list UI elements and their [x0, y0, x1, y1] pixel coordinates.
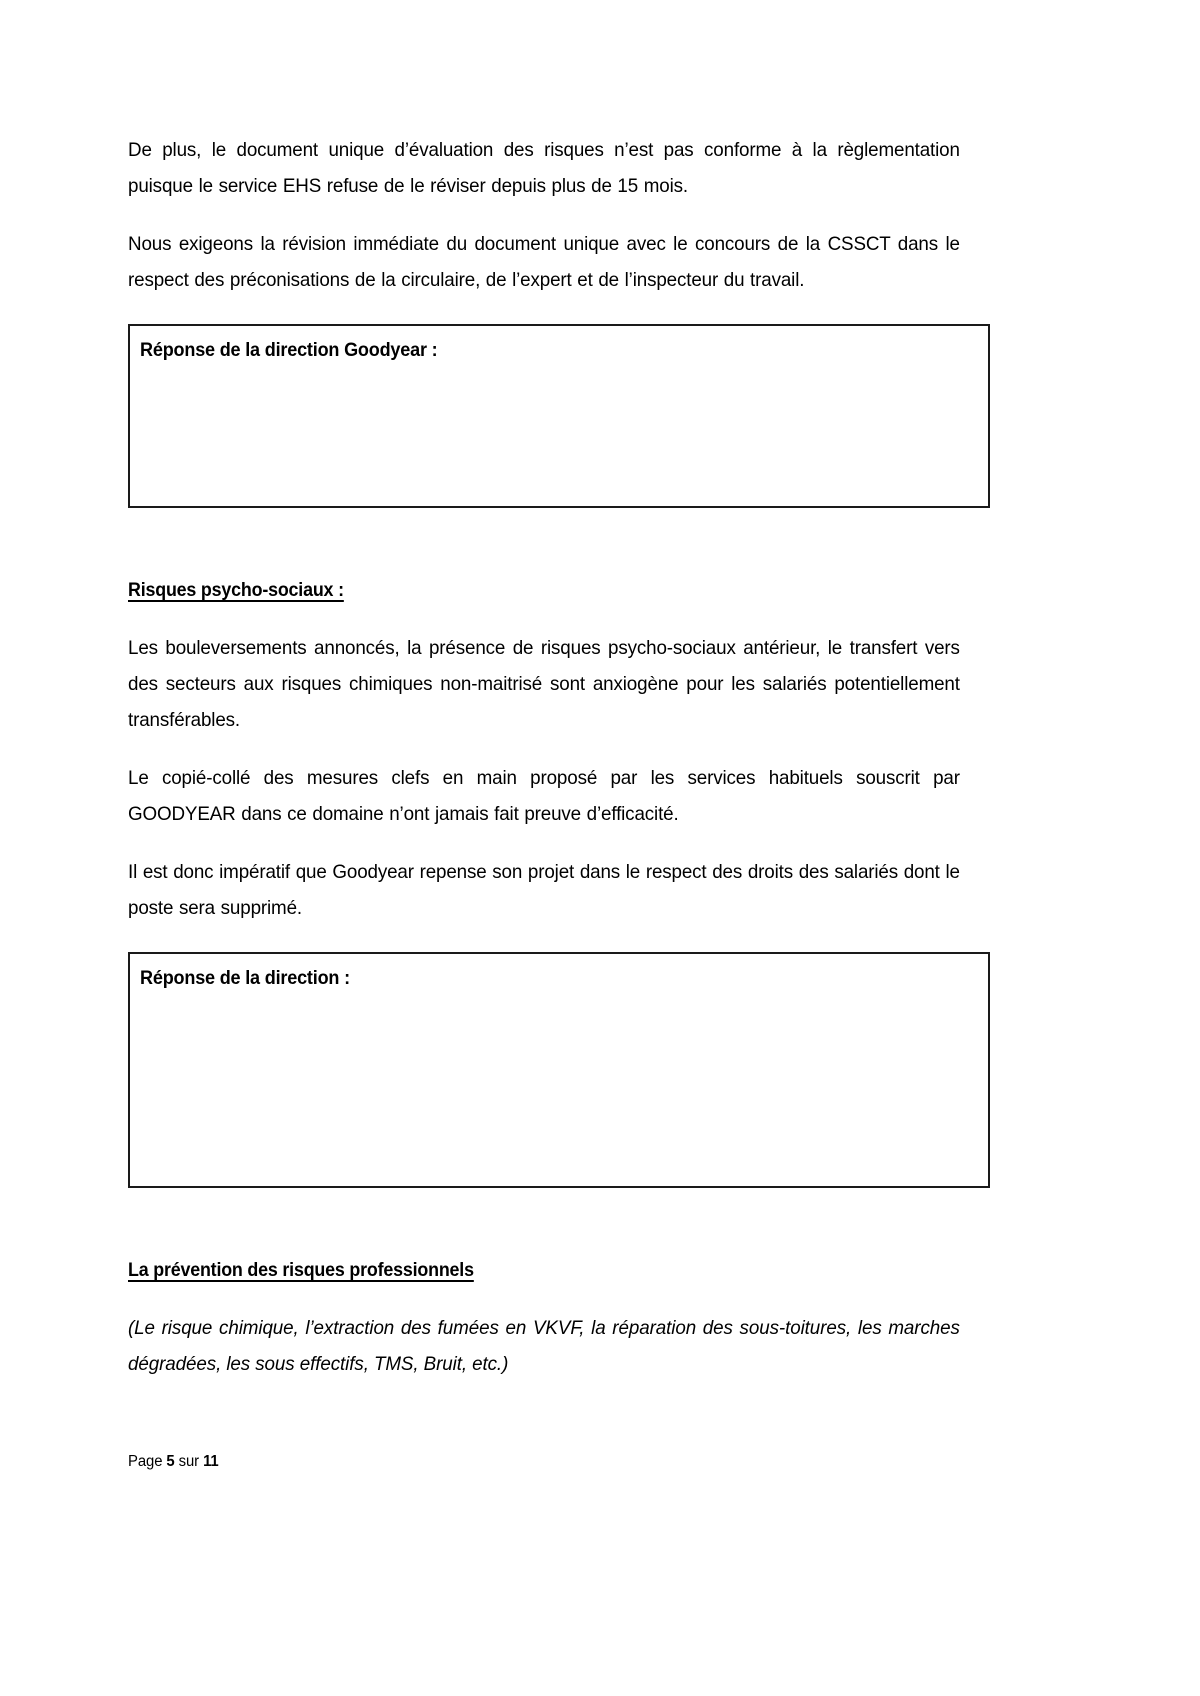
page-footer — [128, 1452, 990, 1472]
response-box-direction[interactable] — [128, 952, 990, 1188]
spacer — [128, 1284, 990, 1310]
paragraph-imperatif-goodyear: Il est donc impératif que Goodyear repense son projet dans le respect des droits des salariés dont le poste sera supprimé. — [128, 861, 960, 919]
heading-prevention-risques-professionnels: La prévention des risques professionnels — [128, 1260, 474, 1281]
response-box-goodyear[interactable] — [128, 324, 990, 508]
note-prevention-examples: (Le risque chimique, l’extraction des fumées en VKVF, la réparation des sous-toitures, les marches dégradées, les sous effectifs, TMS, Bruit, etc.) — [128, 1317, 960, 1375]
spacer — [128, 926, 990, 952]
page-content — [128, 132, 990, 1382]
footer-prefix: Page — [128, 1453, 167, 1470]
paragraph-bouleversements: Les bouleversements annoncés, la présence de risques psycho-sociaux antérieur, le transfert vers des secteurs aux risques chimiques non-maitrisé sont anxiogène pour les salariés potentiellement transférables. — [128, 637, 960, 731]
heading-risques-psycho-sociaux: Risques psycho-sociaux : — [128, 580, 344, 601]
footer-current-page: 5 — [166, 1453, 175, 1470]
footer-middle: sur — [174, 1453, 204, 1470]
spacer — [128, 508, 990, 578]
footer-total-pages: 11 — [203, 1453, 219, 1470]
spacer — [128, 1188, 990, 1258]
response-box-goodyear-label: Réponse de la direction Goodyear : — [140, 340, 438, 361]
spacer — [128, 604, 990, 630]
heading-risques-psycho-sociaux-wrapper — [128, 578, 990, 604]
heading-prevention-wrapper — [128, 1258, 990, 1284]
paragraph-copie-colle: Le copié-collé des mesures clefs en main proposé par les services habituels souscrit par GOODYEAR dans ce domaine n’ont jamais fait preuve d’efficacité. — [128, 767, 960, 825]
paragraph-revision-exigee: Nous exigeons la révision immédiate du document unique avec le concours de la CSSCT dans le respect des préconisations de la circulaire, de l’expert et de l’inspecteur du travail. — [128, 233, 960, 291]
spacer — [128, 298, 990, 324]
footer-page-number — [128, 1452, 219, 1472]
response-box-direction-label: Réponse de la direction : — [140, 968, 350, 989]
paragraph-document-unique: De plus, le document unique d’évaluation des risques n’est pas conforme à la règlementation puisque le service EHS refuse de le réviser depuis plus de 15 mois. — [128, 139, 960, 197]
